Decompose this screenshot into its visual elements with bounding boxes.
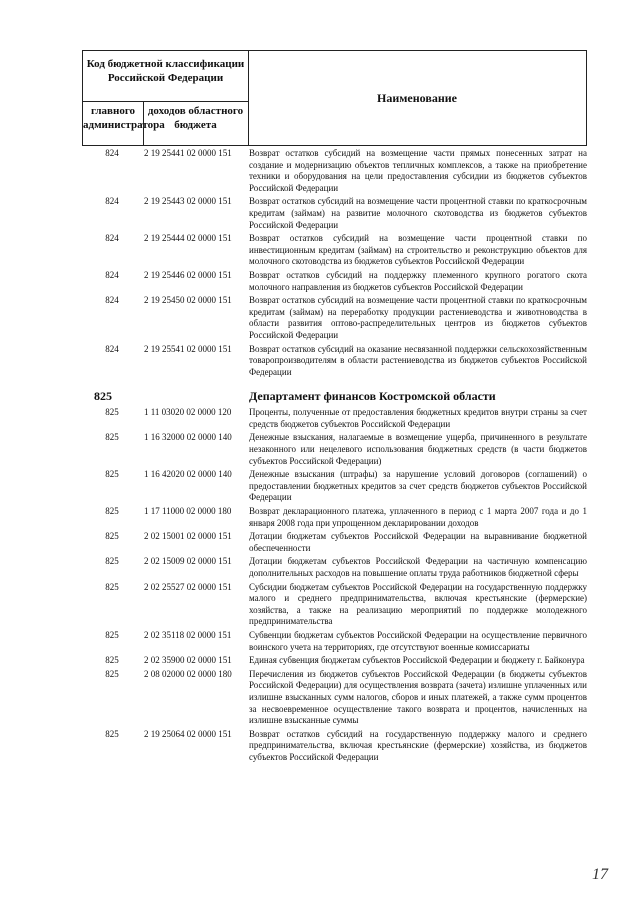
name-cell: Денежные взыскания, налагаемые в возмещение ущерба, причиненного в результате незаконного или нецелевого использования бюджетных средств (в части бюджетов субъектов Российской Федерации)	[249, 432, 587, 466]
table-row	[82, 531, 587, 554]
name-cell: Возврат остатков субсидий на поддержку племенного крупного рогатого скота молочного направления из бюджетов субъектов Российской Федерации	[249, 269, 587, 292]
table-header	[82, 50, 587, 146]
income-code-cell: 2 19 25446 02 0000 151	[144, 269, 232, 280]
administrator-code-cell: 825	[105, 728, 119, 739]
name-cell: Дотации бюджетам субъектов Российской Федерации на частичную компенсацию дополнительных расходов на повышение оплаты труда работников бюджетной сферы	[249, 556, 587, 578]
income-code-cell: 2 19 25443 02 0000 151	[144, 196, 232, 207]
income-code-cell: 2 08 02000 02 0000 180	[144, 668, 232, 679]
income-code-cell: 2 19 25444 02 0000 151	[144, 233, 232, 244]
header-divider	[83, 101, 248, 102]
administrator-code-cell: 825	[105, 469, 119, 480]
name-cell: Возврат остатков субсидий на возмещение части прямых понесенных затрат на создание и модернизацию объектов тепличных комплексов, а также на приобретение техники и оборудования на цели предоставления субсидии из бюджетов субъектов Российской Федерации	[249, 148, 587, 193]
administrator-code-cell: 825	[105, 432, 119, 443]
income-code-cell	[142, 388, 247, 404]
administrator-code-cell: 825	[94, 389, 112, 404]
table-body	[82, 148, 587, 766]
income-code-cell: 1 17 11000 02 0000 180	[144, 506, 232, 517]
name-cell: Проценты, полученные от предоставления бюджетных кредитов внутри страны за счет средств бюджетов субъектов Российской Федерации	[249, 407, 587, 429]
table-row	[82, 196, 587, 231]
page-number: 17	[592, 866, 608, 883]
administrator-code-cell: 825	[105, 506, 119, 517]
table-row	[82, 432, 587, 467]
name-cell: Возврат остатков субсидий на возмещение части процентной ставки по инвестиционным кредитам (займам) на строительство и реконструкцию объектов для молочного скотоводства из бюджетов субъектов Российской Федерации	[249, 233, 587, 267]
name-cell: Дотации бюджетам субъектов Российской Федерации на выравнивание бюджетной обеспеченности	[249, 531, 587, 553]
table-row	[82, 630, 587, 653]
name-cell: Возврат остатков субсидий на возмещение части процентной ставки по краткосрочным кредитам (займам) на развитие молочного скотоводства из бюджетов субъектов Российской Федерации	[249, 196, 587, 230]
table-row	[82, 469, 587, 504]
name-cell: Возврат остатков субсидий на возмещение части процентной ставки по краткосрочным кредитам (займам) на переработку продукции растениеводства и животноводства в области развития оптово-распределительных центров из бюджетов субъектов Российской Федерации	[249, 295, 587, 340]
income-code-cell: 1 11 03020 02 0000 120	[144, 407, 232, 418]
administrator-code-cell: 825	[105, 629, 119, 640]
name-cell: Возврат остатков субсидий на оказание несвязанной поддержки сельскохозяйственным товаропроизводителям в области растениеводства из бюджетов субъектов Российской Федерации	[249, 343, 587, 377]
table-row	[82, 506, 587, 529]
income-code-cell: 2 02 15009 02 0000 151	[144, 556, 232, 567]
table-row	[82, 270, 587, 293]
name-heading: Наименование	[377, 91, 457, 105]
income-code-cell: 2 19 25441 02 0000 151	[144, 148, 232, 158]
name-cell: Денежные взыскания (штрафы) за нарушение условий договоров (соглашений) о предоставлении бюджетных кредитов за счет средств бюджетов субъектов Российской Федерации	[249, 469, 587, 503]
name-cell: Возврат декларационного платежа, уплаченного в период с 1 марта 2007 года и до 1 января 2008 года при упрощенном декларировании доходов	[249, 506, 587, 528]
table-row	[82, 407, 587, 430]
administrator-code-cell: 824	[105, 343, 119, 354]
table-row	[82, 729, 587, 764]
administrator-code-cell: 825	[105, 531, 119, 542]
income-code-cell: 2 02 15001 02 0000 151	[144, 531, 232, 542]
name-cell: Субвенции бюджетам субъектов Российской Федерации на осуществление первичного воинского учета на территориях, где отсутствуют военные комиссариаты	[249, 629, 587, 652]
code-group-heading: Код бюджетной классификации Российской Федерации	[86, 58, 245, 84]
table-row	[82, 295, 587, 341]
administrator-code-cell: 824	[105, 295, 119, 306]
name-cell: Субсидии бюджетам субъектов Российской Федерации на государственную поддержку малого и среднего предпринимательства, включая крестьянские (фермерские) хозяйства, а также на реализацию мероприятий по поддержке молодежного предпринимательства	[249, 581, 587, 627]
administrator-code-cell: 824	[105, 196, 119, 207]
income-code-cell: 2 19 25064 02 0000 151	[144, 728, 232, 739]
department-row	[82, 388, 587, 404]
administrator-heading: главного администратора	[83, 105, 165, 131]
income-code-cell: 2 02 35118 02 0000 151	[144, 629, 232, 640]
income-heading: доходов областного бюджета	[147, 105, 244, 131]
administrator-code-cell: 825	[105, 407, 119, 418]
table-row	[82, 344, 587, 379]
table-row	[82, 556, 587, 579]
name-cell: Возврат остатков субсидий на государственную поддержку малого и среднего предпринимательства, включая крестьянские (фермерские) хозяйства, из бюджетов субъектов Российской Федерации	[249, 728, 587, 762]
income-code-cell: 2 02 25527 02 0000 151	[144, 581, 232, 592]
administrator-code-cell: 824	[105, 233, 119, 244]
administrator-code-cell: 825	[105, 668, 119, 679]
income-code-cell: 1 16 32000 02 0000 140	[144, 432, 232, 443]
administrator-code-cell: 824	[105, 269, 119, 280]
table-row	[82, 148, 587, 194]
table-row	[82, 669, 587, 727]
administrator-code-cell: 825	[105, 581, 119, 592]
administrator-code-cell: 824	[105, 148, 119, 158]
name-cell: Перечисления из бюджетов субъектов Российской Федерации (в бюджеты субъектов Российской Федерации) для осуществления возврата (зачета) излишне уплаченных или излишне взысканных сумм налогов, сборов и иных платежей, а также сумм процентов за несвоевременное осуществление такого возврата и процентов, начисленных на излишне взысканные суммы	[249, 668, 587, 726]
income-code-cell: 1 16 42020 02 0000 140	[144, 469, 232, 480]
name-cell: Департамент финансов Костромской области	[249, 389, 496, 404]
table-row	[82, 655, 587, 667]
table-row	[82, 582, 587, 628]
table-row	[82, 233, 587, 268]
name-cell: Единая субвенция бюджетам субъектов Российской Федерации и бюджету г. Байконура	[249, 655, 585, 666]
income-code-cell: 2 19 25450 02 0000 151	[144, 295, 232, 306]
income-code-cell: 2 19 25541 02 0000 151	[144, 343, 232, 354]
administrator-code-cell: 825	[105, 556, 119, 567]
income-code-cell: 2 02 35900 02 0000 151	[144, 655, 232, 666]
administrator-code-cell: 825	[105, 655, 119, 666]
